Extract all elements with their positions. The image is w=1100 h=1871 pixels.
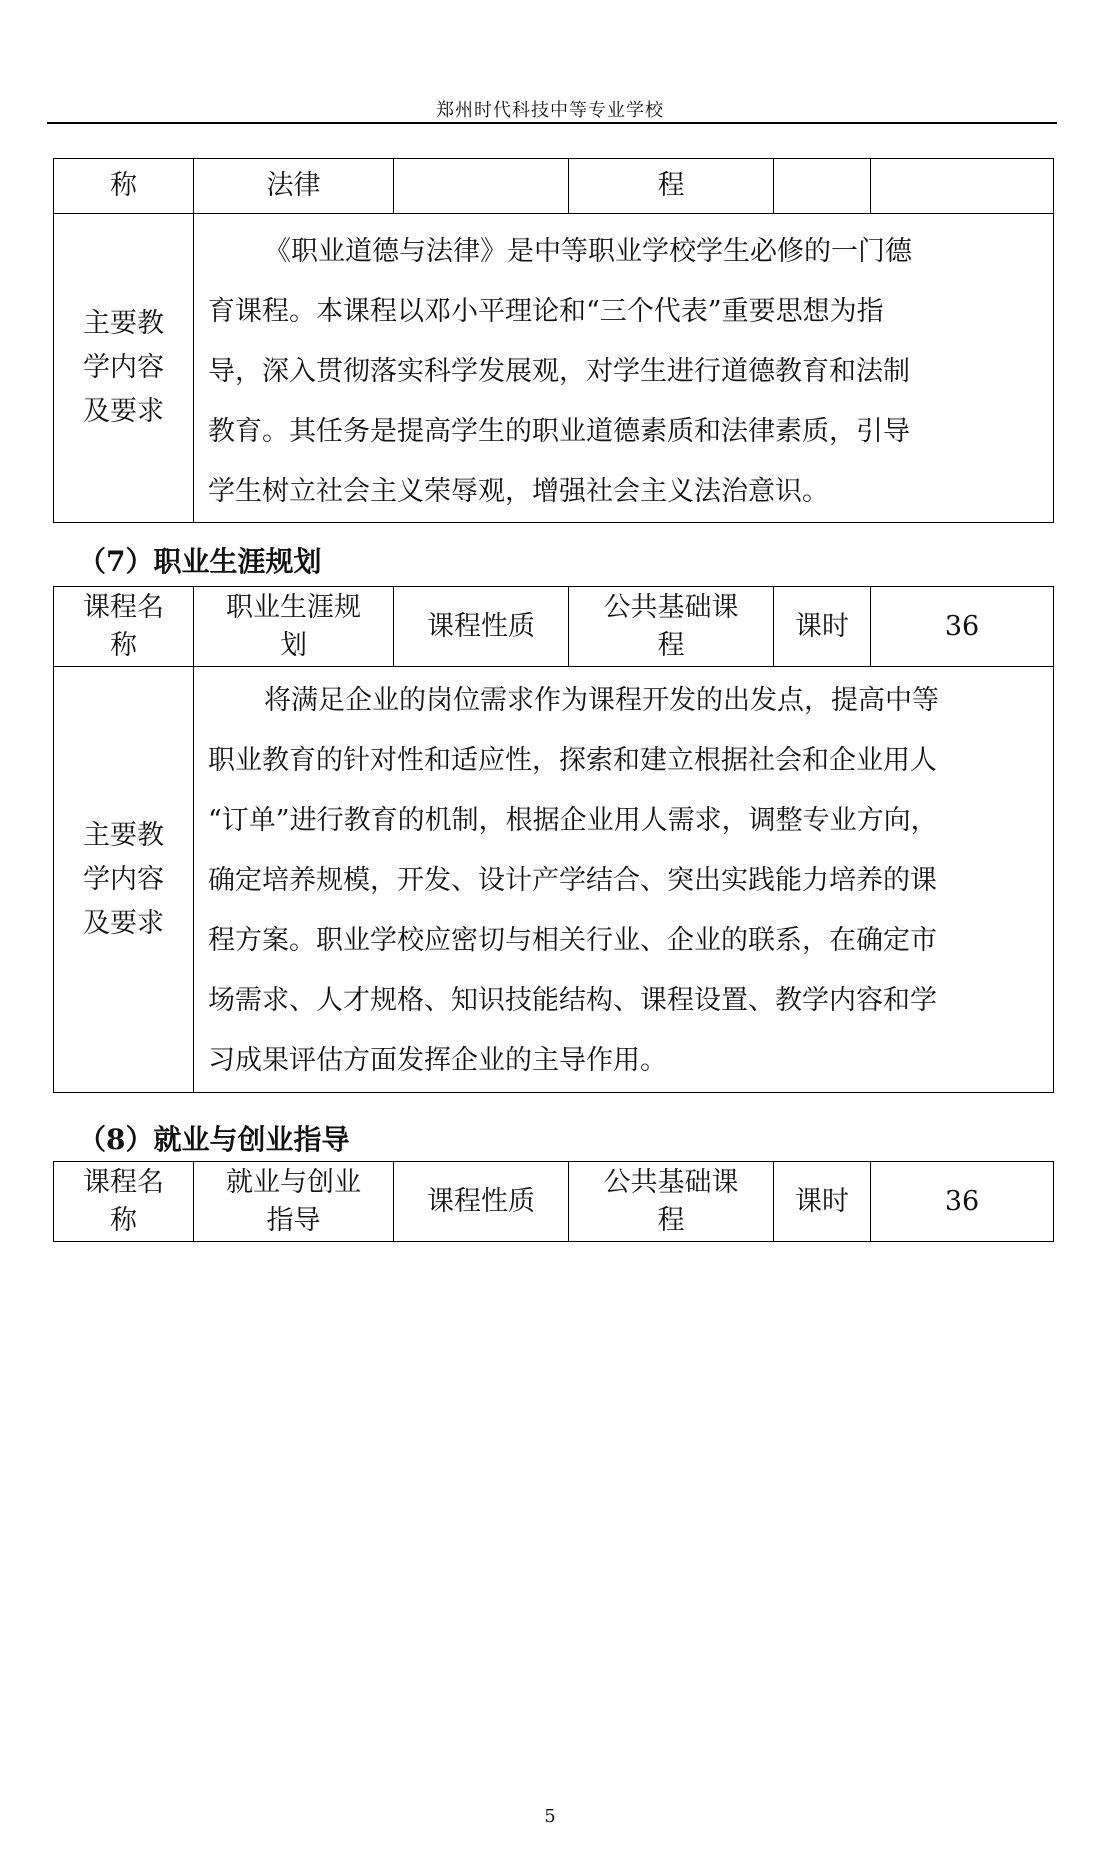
document-header: 郑州时代科技中等专业学校 <box>436 100 664 121</box>
header-rule <box>47 122 1057 124</box>
content-label-text: 主要教学内容及要求 <box>83 308 164 427</box>
section-title-employment-guidance: （8）就业与创业指导 <box>78 1123 350 1156</box>
content-line: 程方案。职业学校应密切与相关行业、企业的联系，在确定市 <box>208 925 937 956</box>
page-number: 5 <box>544 1806 556 1827</box>
content-line: 将满足企业的岗位需求作为课程开发的出发点，提高中等 <box>264 685 939 716</box>
course-nature-value: 公共基础课程 <box>569 587 774 667</box>
table-row <box>54 214 1054 523</box>
content-label-text: 主要教学内容及要求 <box>83 819 164 939</box>
empty-cell <box>394 159 569 214</box>
table-row <box>54 587 1054 667</box>
course-name-label-cont: 称 <box>54 159 194 214</box>
section-title-career-planning: （7）职业生涯规划 <box>78 545 322 578</box>
course-name-label: 课程名称 <box>54 587 194 667</box>
empty-cell <box>774 159 871 214</box>
content-line: 习成果评估方面发挥企业的主导作用。 <box>208 1045 667 1076</box>
content-line: 导，深入贯彻落实科学发展观，对学生进行道德教育和法制 <box>208 356 910 387</box>
content-line: 学生树立社会主义荣辱观，增强社会主义法治意识。 <box>208 476 829 507</box>
hours-value: 36 <box>871 587 1054 667</box>
course-table-ethics-law <box>53 158 1054 523</box>
empty-cell <box>871 159 1054 214</box>
course-name-value: 职业生涯规划 <box>194 587 394 667</box>
table-row <box>54 1162 1054 1242</box>
content-line: 《职业道德与法律》是中等职业学校学生必修的一门德 <box>264 236 912 267</box>
content-label <box>54 667 194 1093</box>
course-table-career-planning <box>53 586 1054 1093</box>
content-line: 场需求、人才规格、知识技能结构、课程设置、教学内容和学 <box>208 985 937 1016</box>
content-line: 确定培养规模，开发、设计产学结合、突出实践能力培养的课 <box>208 865 937 896</box>
content-body <box>194 214 1054 523</box>
hours-label: 课时 <box>774 1162 871 1242</box>
hours-label: 课时 <box>774 587 871 667</box>
course-nature-value-cont: 程 <box>569 159 774 214</box>
course-name-value: 就业与创业指导 <box>194 1162 394 1242</box>
course-name-label: 课程名称 <box>54 1162 194 1242</box>
table-row <box>54 667 1054 1093</box>
table-row <box>54 159 1054 214</box>
hours-value: 36 <box>871 1162 1054 1242</box>
course-nature-label: 课程性质 <box>394 587 569 667</box>
course-nature-value: 公共基础课程 <box>569 1162 774 1242</box>
content-line: 职业教育的针对性和适应性，探索和建立根据社会和企业用人 <box>208 745 937 776</box>
course-nature-label: 课程性质 <box>394 1162 569 1242</box>
content-body <box>194 667 1054 1093</box>
content-line: 教育。其任务是提高学生的职业道德素质和法律素质，引导 <box>208 416 910 447</box>
course-table-employment-guidance <box>53 1161 1054 1242</box>
content-label <box>54 214 194 523</box>
content-line: 育课程。本课程以邓小平理论和“三个代表”重要思想为指 <box>208 296 884 327</box>
course-name-value-cont: 法律 <box>194 159 394 214</box>
content-line: “订单”进行教育的机制，根据企业用人需求，调整专业方向， <box>208 805 938 836</box>
